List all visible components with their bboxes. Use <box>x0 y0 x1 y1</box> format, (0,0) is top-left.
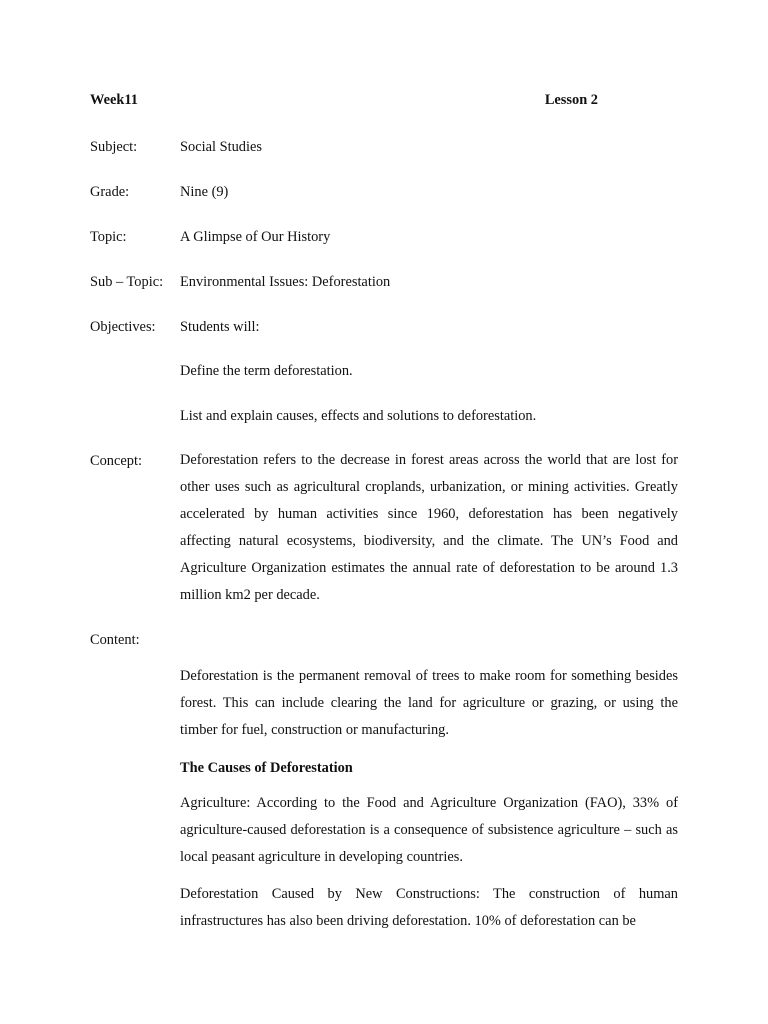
causes-heading: The Causes of Deforestation <box>180 760 353 776</box>
topic-value: A Glimpse of Our History <box>180 229 331 245</box>
objective-item: Define the term deforestation. <box>180 363 353 379</box>
concept-label: Concept: <box>90 453 142 469</box>
agriculture-paragraph: Agriculture: According to the Food and Agriculture Organization (FAO), 33% of agriculture-caused deforestation is a consequence of subsistence agriculture – such as local peasant agriculture in developing countries. <box>180 795 678 865</box>
lesson-label: Lesson 2 <box>544 92 598 108</box>
topic-label: Topic: <box>90 229 127 245</box>
grade-value: Nine (9) <box>180 184 229 200</box>
objectives-label: Objectives: <box>90 319 156 335</box>
subject-label: Subject: <box>90 139 138 155</box>
content-intro-paragraph: Deforestation is the permanent removal of trees to make room for something besides forest. This can include clearing the land for agriculture or grazing, or using the timber for fuel, construction or manufacturing. <box>180 668 678 738</box>
grade-label: Grade: <box>90 184 130 200</box>
concept-paragraph: Deforestation refers to the decrease in forest areas across the world that are lost for other uses such as agricultural croplands, urbanization, or mining activities. Greatly accelerated by human activities since 1960, deforestation has been negatively affecting natural ecosystems, biodiversity, and the climate. The UN’s Food and Agriculture Organization estimates the annual rate of deforestation to be around 1.3 million km2 per decade. <box>180 452 678 603</box>
content-label: Content: <box>90 632 140 648</box>
objective-item: List and explain causes, effects and solutions to deforestation. <box>180 408 537 424</box>
week-label: Week11 <box>90 92 138 108</box>
subject-value: Social Studies <box>180 139 262 155</box>
objectives-intro: Students will: <box>180 319 260 335</box>
subtopic-label: Sub – Topic: <box>90 274 164 290</box>
constructions-paragraph: Deforestation Caused by New Constructions: The construction of human infrastructures has also been driving deforestation. 10% of deforestation can be <box>180 886 678 929</box>
header-row <box>90 92 598 112</box>
subtopic-value: Environmental Issues: Deforestation <box>180 274 391 290</box>
